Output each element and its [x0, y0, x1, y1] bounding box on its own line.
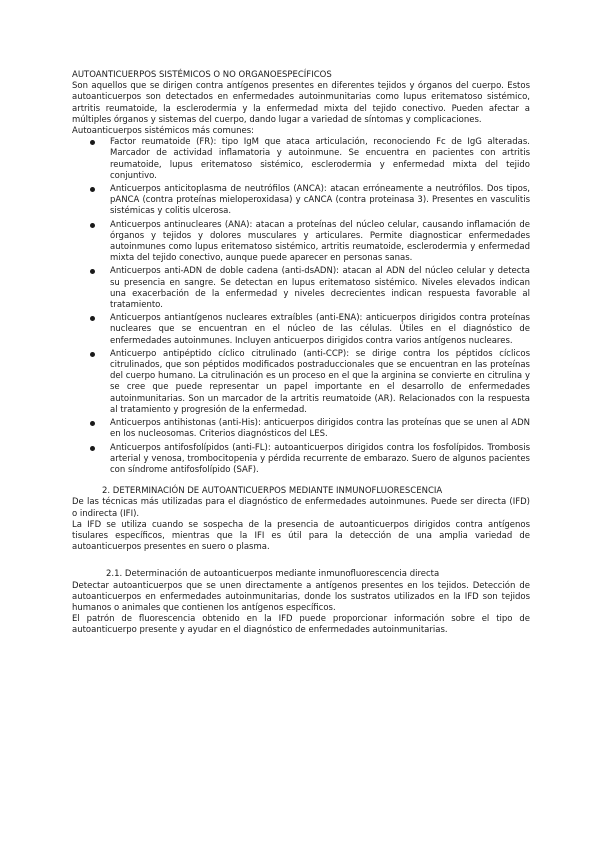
document-title: AUTOANTICUERPOS SISTÉMICOS O NO ORGANOESPECÍFICOS	[72, 70, 332, 80]
list-item	[72, 349, 530, 416]
list-item-text: Anticuerpos antifosfolípidos (anti-FL): autoanticuerpos dirigidos contra los fosfolípidos. Trombosis arterial y venosa, trombocitopenia y pérdida recurrente de embarazo. Suero de algunos pacientes con síndrome antifosfolípido (SAF).	[110, 442, 530, 475]
bullet-icon	[90, 446, 95, 451]
list-item-text: Anticuerpos antihistonas (anti-His): anticuerpos dirigidos contra las proteínas que se unen al ADN en los nucleosomas. Criterios diagnósticos del LES.	[110, 418, 530, 440]
list-item	[72, 313, 530, 347]
bullet-icon	[90, 140, 95, 145]
list-item	[72, 184, 530, 218]
spacer	[72, 553, 530, 559]
list-item-text: Anticuerpos anticitoplasma de neutrófilos (ANCA): atacan erróneamente a neutrófilos. Dos tipos, pANCA (contra proteínas mieloperoxidasa) y cANCA (contra proteinasa 3). Presentes en vasculitis sistémicas y colitis ulcerosa.	[110, 184, 530, 217]
list-item-text: Anticuerpos anti-ADN de doble cadena (anti-dsADN): atacan al ADN del núcleo celular y detecta su presencia en sangre. Se detectan en lupus eritematoso sistémico. Niveles elevados indican una exacerbación de la enfermedad y niveles decrecientes indican respuesta favorable al tratamiento.	[110, 266, 530, 311]
section-2-paragraph-1: De las técnicas más utilizadas para el diagnóstico de enfermedades autoinmunes. Puede ser directa (IFD) o indirecta (IFI).	[72, 497, 530, 519]
list-item-text: Factor reumatoide (FR): tipo IgM que ataca articulación, reconociendo Fc de IgG alteradas. Marcador de actividad inflamatoria y autoinmune. Se encuentra en pacientes con artritis reumatoide, lupus eritematoso sistémico, esclerodermia y enfermedad mixta del tejido conjuntivo.	[110, 137, 530, 181]
bullet-icon	[90, 187, 95, 192]
list-item	[72, 137, 530, 182]
list-item	[72, 443, 530, 477]
section-2-paragraph-2: La IFD se utiliza cuando se sospecha de la presencia de autoanticuerpos dirigidos contra antígenos tisulares específicos, mientras que la IFI es útil para la detección de una amplia variedad de autoanticuerpos presentes en suero o plasma.	[72, 519, 530, 553]
subsection-paragraph-2: El patrón de fluorescencia obtenido en la IFD puede proporcionar información sobre el tipo de autoanticuerpo presente y ayudar en el diagnóstico de enfermedades autoinmunitarias.	[72, 614, 530, 636]
list-heading: Autoanticuerpos sistémicos más comunes:	[72, 126, 255, 137]
section-2-heading: 2. DETERMINACIÓN DE AUTOANTICUERPOS MEDIANTE INMUNOFLUORESCENCIA	[102, 486, 443, 497]
autoantibody-list	[72, 137, 530, 476]
list-item-text: Anticuerpos antiantígenos nucleares extraíbles (anti-ENA): anticuerpos dirigidos contra proteínas nucleares que se encuentran en el núcleo de las células. Útiles en el diagnóstico de enfermedades autoinmunes. Incluyen anticuerpos dirigidos contra varios antígenos nucleares.	[110, 313, 530, 346]
list-item	[72, 418, 530, 440]
document-page	[72, 70, 530, 637]
bullet-icon	[90, 316, 95, 321]
intro-paragraph: Son aquellos que se dirigen contra antígenos presentes en diferentes tejidos y órganos del cuerpo. Estos autoanticuerpos son detectados en enfermedades autoinmunitarias como lupus eritematoso sistémico, artritis reumatoide, la esclerodermia y la enfermedad mixta del tejido conectivo. Pueden afectar a múltiples órganos y sistemas del cuerpo, dando lugar a variedad de síntomas y complicaciones.	[72, 81, 530, 125]
bullet-icon	[90, 269, 95, 274]
list-item	[72, 266, 530, 311]
bullet-icon	[90, 223, 95, 228]
list-item-text: Anticuerpos antinucleares (ANA): atacan a proteínas del núcleo celular, causando inflamación de órganos y tejidos y dolores musculares y articulares. Permite diagnosticar enfermedades autoinmunes como lupus eritematoso sistémico, artritis reumatoide, esclerodermia y enfermedad mixta del tejido conectivo, aunque puede aparecer en personas sanas.	[110, 219, 530, 264]
list-item	[72, 220, 530, 265]
bullet-icon	[90, 352, 95, 357]
subsection-2-1-heading: 2.1. Determinación de autoanticuerpos mediante inmunofluorescencia directa	[106, 569, 440, 580]
subsection-paragraph-1: Detectar autoanticuerpos que se unen directamente a antígenos presentes en los tejidos. Detección de autoanticuerpos en enfermedades autoinmunitarias, donde los sustratos utilizados en la IFD son tejidos humanos o animales que contienen los antígenos específicos.	[72, 580, 530, 613]
bullet-icon	[90, 421, 95, 426]
list-item-text: Anticuerpo antipéptido cíclico citrulinado (anti-CCP): se dirige contra los péptidos cíclicos citrulinados, que son péptidos modificados postraduccionales que se encuentran en las proteínas del cuerpo humano. La citrulinación es un proceso en el que la arginina se convierte en citrulina y se cree que puede representar un papel importante en el desarrollo de enfermedades autoinmunitarias. Son un marcador de la artritis reumatoide (AR). Relacionados con la respuesta al tratamiento y progresión de la enfermedad.	[110, 348, 530, 415]
